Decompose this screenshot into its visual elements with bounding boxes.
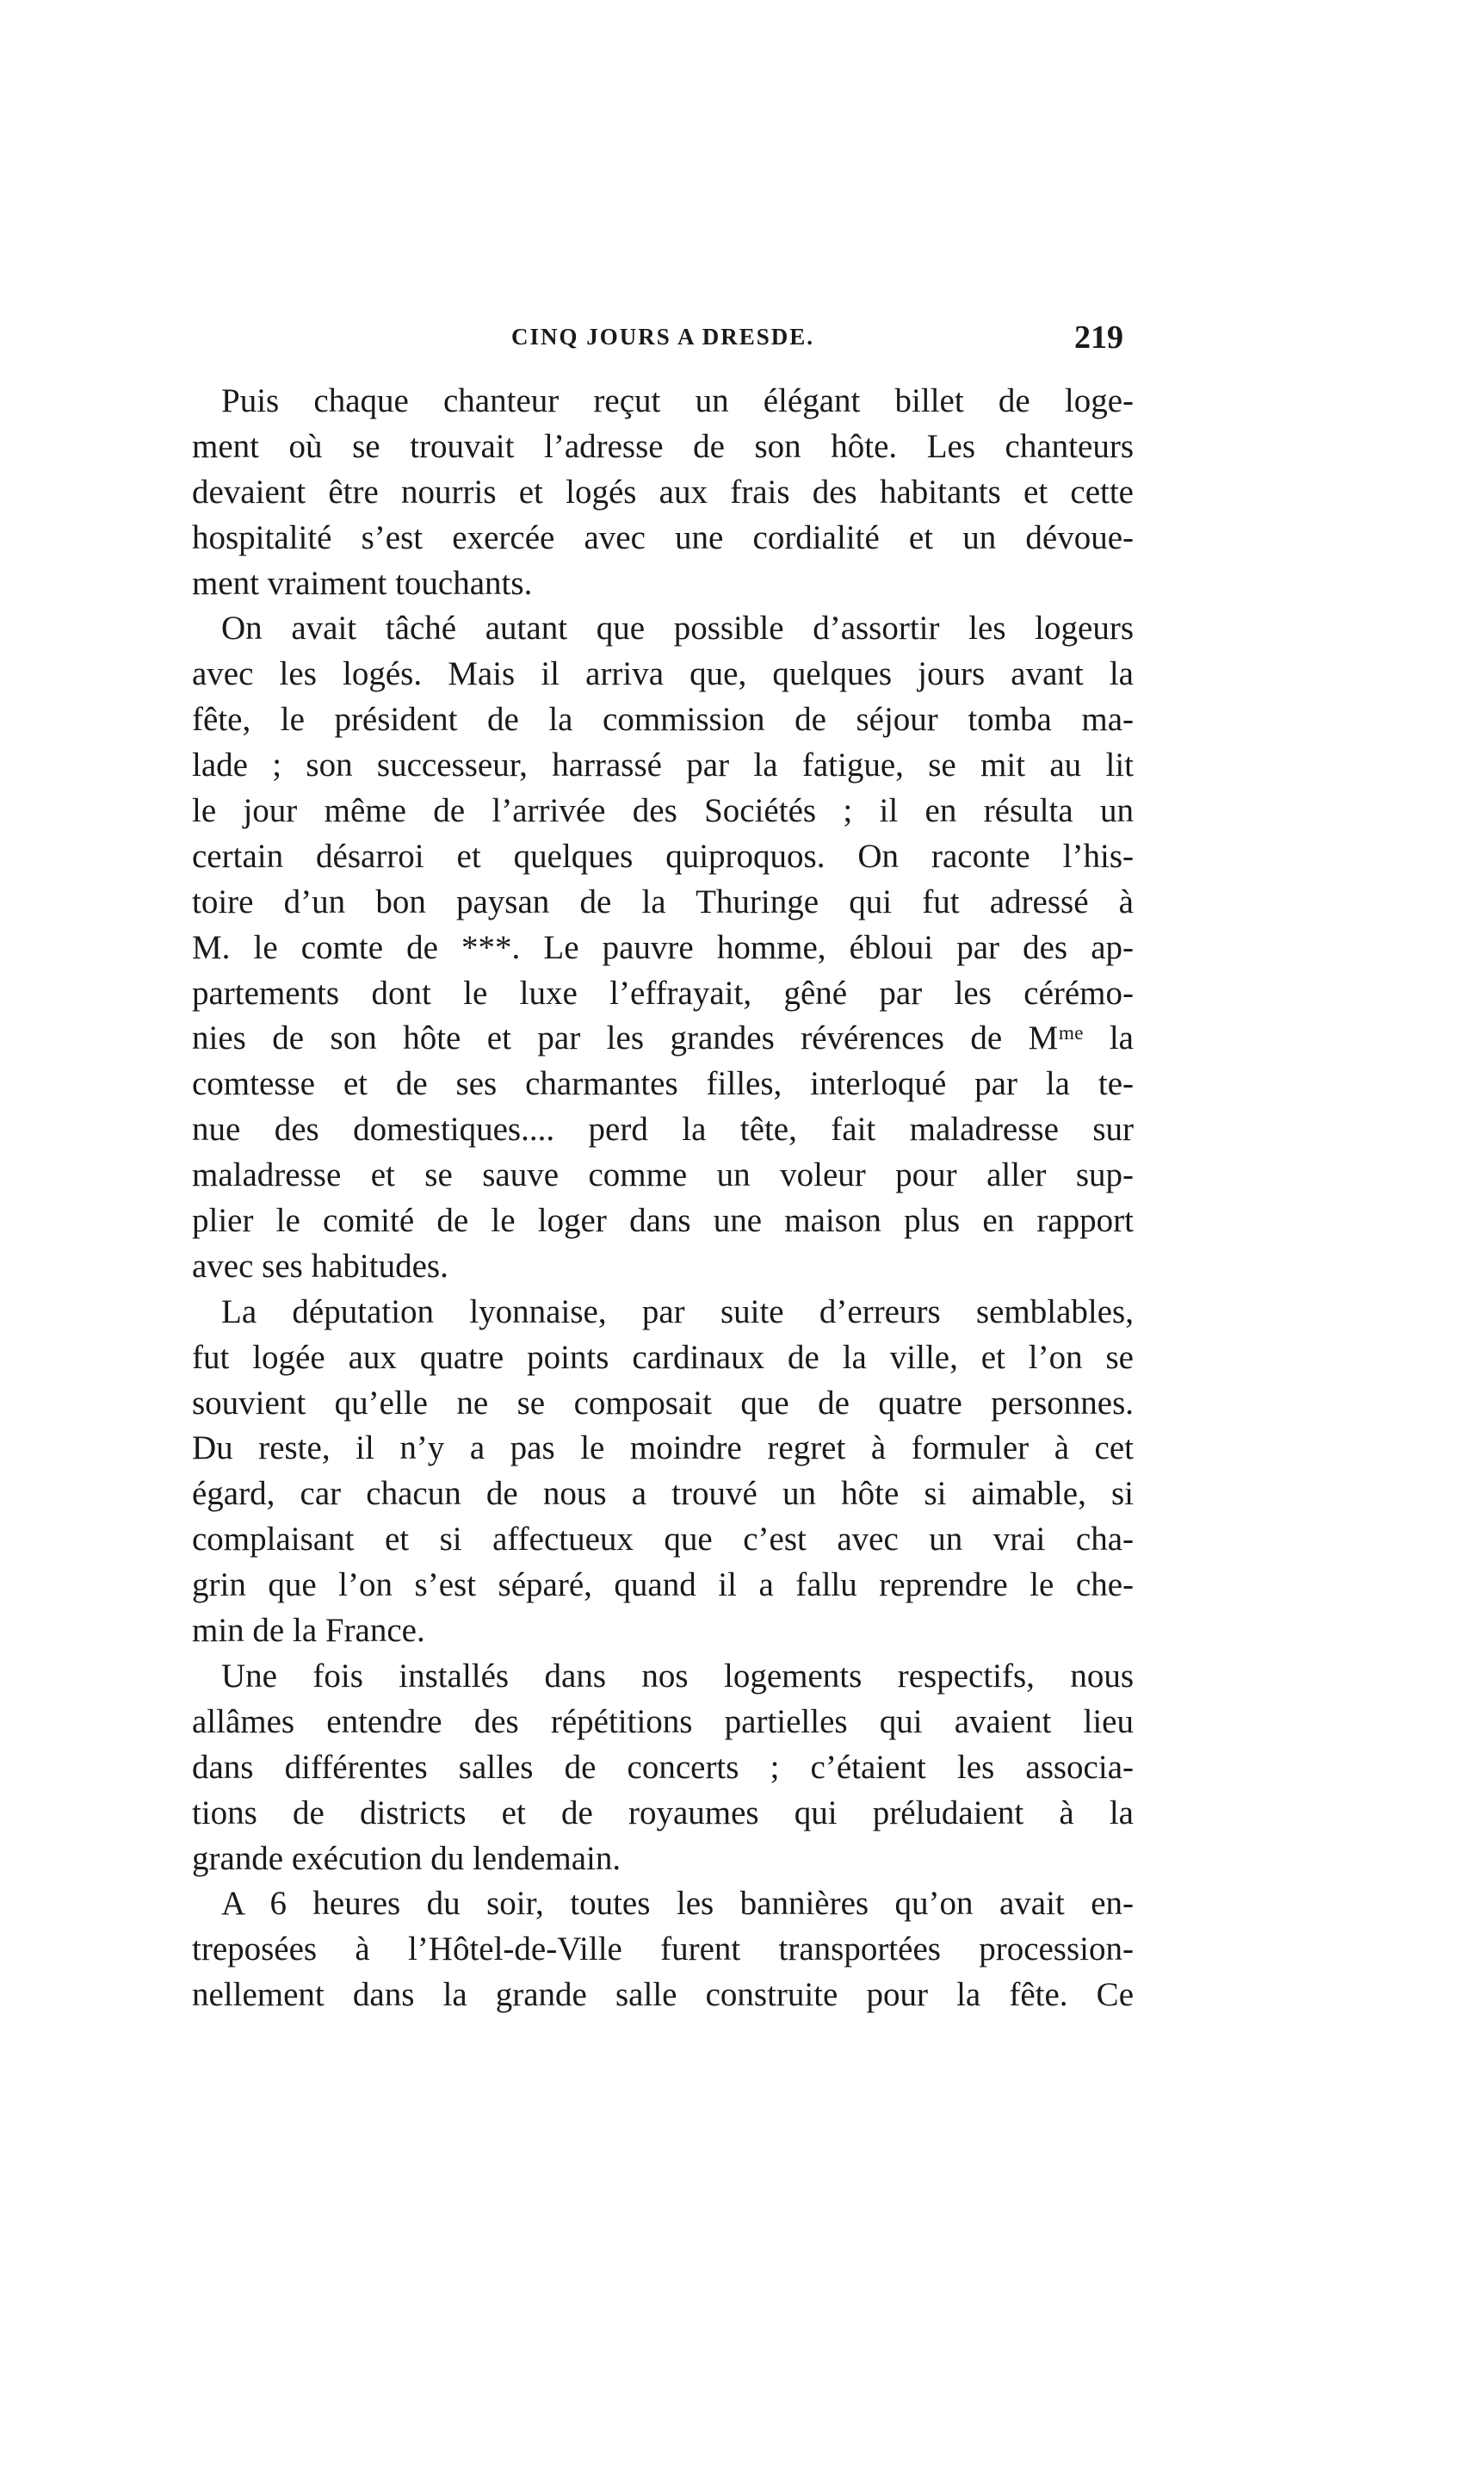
text-line: certain désarroi et quelques quiproquos. On raconte l’his- [192, 837, 1134, 875]
body-text [192, 379, 1134, 2018]
page-number: 219 [1074, 319, 1123, 356]
text-line: grin que l’on s’est séparé, quand il a fallu reprendre le che- [192, 1566, 1134, 1604]
text-line: partements dont le luxe l’effrayait, gêné par les cérémo- [192, 974, 1134, 1012]
text-line: nue des domestiques.... perd la tête, fait maladresse sur [192, 1111, 1134, 1149]
text-line: devaient être nourris et logés aux frais des habitants et cette [192, 473, 1134, 511]
running-title: CINQ JOURS A DRESDE. [510, 324, 815, 350]
text-line: souvient qu’elle ne se composait que de quatre personnes. [192, 1384, 1134, 1422]
paragraph [192, 1881, 1134, 2018]
text-line: treposées à l’Hôtel-de-Ville furent transportées procession- [192, 1930, 1134, 1968]
text-line: plier le comité de le loger dans une maison plus en rapport [192, 1202, 1134, 1240]
text-line: min de la France. [192, 1612, 425, 1650]
paragraph [192, 1654, 1134, 1881]
text-line: M. le comte de ***. Le pauvre homme, ébloui par des ap- [192, 928, 1134, 966]
text-line: Une fois installés dans nos logements respectifs, nous [221, 1657, 1134, 1695]
text-line: dans différentes salles de concerts ; c’étaient les associa- [192, 1748, 1134, 1786]
text-line: A 6 heures du soir, toutes les bannières qu’on avait en- [221, 1885, 1134, 1923]
text-line: Du reste, il n’y a pas le moindre regret à formuler à cet [192, 1429, 1134, 1467]
text-line: maladresse et se sauve comme un voleur pour aller sup- [192, 1156, 1134, 1194]
text-line: nies de son hôte et par les grandes révérences de Mᵐᵉ la [192, 1019, 1134, 1057]
text-line: On avait tâché autant que possible d’assortir les logeurs [221, 610, 1134, 648]
running-head [192, 319, 1134, 356]
text-line: avec ses habitudes. [192, 1247, 448, 1285]
text-line: complaisant et si affectueux que c’est avec un vrai cha- [192, 1521, 1134, 1559]
text-line: fut logée aux quatre points cardinaux de la ville, et l’on se [192, 1338, 1134, 1376]
text-line: ment vraiment touchants. [192, 564, 533, 602]
text-line: lade ; son successeur, harrassé par la fatigue, se mit au lit [192, 747, 1134, 784]
paragraph [192, 606, 1134, 1289]
text-line: comtesse et de ses charmantes filles, interloqué par la te- [192, 1065, 1134, 1103]
text-line: allâmes entendre des répétitions partielles qui avaient lieu [192, 1702, 1134, 1740]
text-line: égard, car chacun de nous a trouvé un hôte si aimable, si [192, 1475, 1134, 1513]
text-line: hospitalité s’est exercée avec une cordialité et un dévoue- [192, 518, 1134, 556]
text-line: fête, le président de la commission de séjour tomba ma- [192, 701, 1134, 739]
text-line: tions de districts et de royaumes qui préludaient à la [192, 1794, 1134, 1831]
text-line: La députation lyonnaise, par suite d’erreurs semblables, [221, 1292, 1134, 1330]
text-line: nellement dans la grande salle construite pour la fête. Ce [192, 1976, 1134, 2014]
text-line: avec les logés. Mais il arriva que, quelques jours avant la [192, 655, 1134, 693]
text-line: grande exécution du lendemain. [192, 1839, 621, 1877]
paragraph [192, 1290, 1134, 1654]
paragraph [192, 379, 1134, 606]
text-line: ment où se trouvait l’adresse de son hôte. Les chanteurs [192, 427, 1134, 465]
text-line: Puis chaque chanteur reçut un élégant billet de loge- [221, 382, 1134, 419]
text-line: toire d’un bon paysan de la Thuringe qui fut adressé à [192, 883, 1134, 920]
text-line: le jour même de l’arrivée des Sociétés ; il en résulta un [192, 792, 1134, 830]
